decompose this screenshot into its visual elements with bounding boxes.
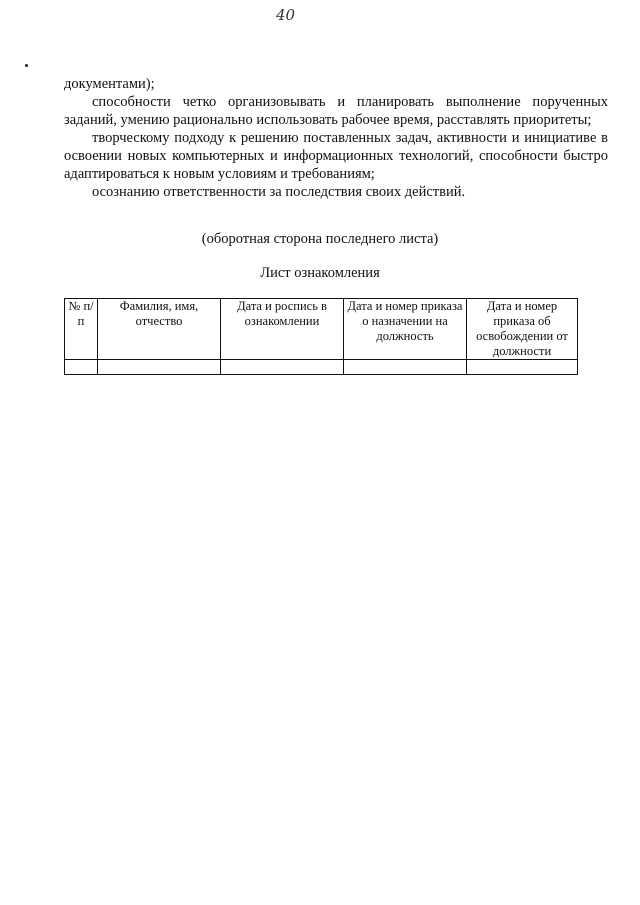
reverse-side-note: (оборотная сторона последнего листа)	[201, 231, 439, 247]
table-cell[interactable]	[98, 360, 221, 375]
paragraph: способности четко организовывать и планировать выполнение порученных заданий, умению рационально использовать рабочее время, расставлять приоритеты;	[64, 94, 608, 128]
paragraph: осознанию ответственности за последствия своих действий.	[92, 184, 466, 200]
acquaintance-title: Лист ознакомления	[260, 265, 380, 281]
table-cell[interactable]	[65, 360, 98, 375]
table-header-row	[65, 299, 578, 360]
header-number: № п/п	[65, 299, 98, 360]
page-number: 40	[276, 6, 296, 24]
table-cell[interactable]	[344, 360, 467, 375]
table-cell[interactable]	[467, 360, 578, 375]
document-body	[64, 75, 608, 201]
table-row	[65, 360, 578, 375]
header-date-signature: Дата и роспись в ознакомлении	[221, 299, 344, 360]
header-appointment-order: Дата и номер приказа о назначении на должность	[344, 299, 467, 360]
paragraph: творческому подходу к решению поставленных задач, активности и инициативе в освоении новых компьютерных и информационных технологий, способности быстро адаптироваться к новым условиям и требованиям;	[64, 130, 608, 182]
header-full-name: Фамилия, имя, отчество	[98, 299, 221, 360]
acquaintance-table	[64, 298, 578, 375]
paragraph: документами);	[64, 76, 155, 92]
header-dismissal-order: Дата и номер приказа об освобождении от должности	[467, 299, 578, 360]
table-cell[interactable]	[221, 360, 344, 375]
scan-speck	[25, 64, 28, 67]
